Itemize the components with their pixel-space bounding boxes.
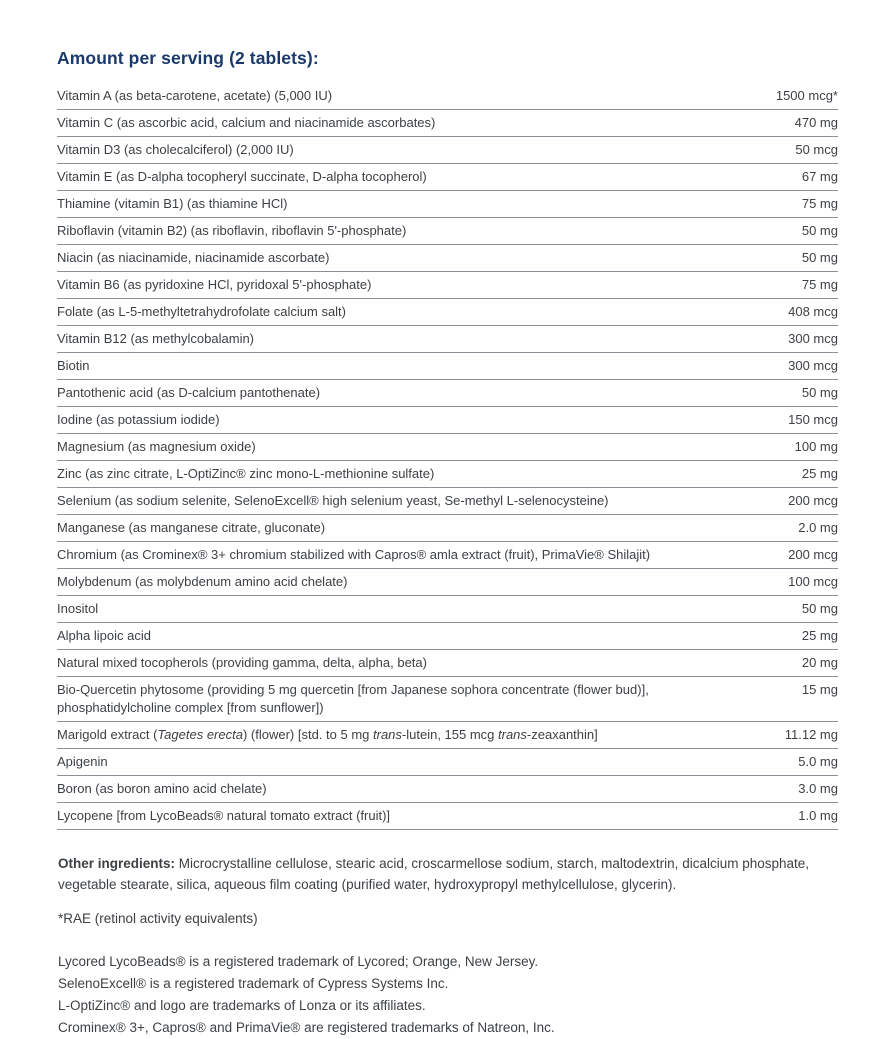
ingredient-name: Pantothenic acid (as D-calcium pantothenate) [57, 385, 321, 400]
table-row [57, 110, 838, 137]
ingredients-table [57, 83, 838, 830]
ingredient-amount: 150 mcg [788, 412, 838, 427]
ingredient-amount: 50 mg [801, 385, 838, 400]
table-row [57, 542, 838, 569]
table-row [57, 83, 838, 110]
trademark-line: L-OptiZinc® and logo are trademarks of Lonza or its affiliates. [58, 998, 426, 1013]
ingredient-name: Boron (as boron amino acid chelate) [57, 781, 267, 796]
table-row [57, 461, 838, 488]
ingredient-amount: 470 mg [794, 115, 838, 130]
ingredient-name: Alpha lipoic acid [57, 628, 151, 643]
table-row [57, 353, 838, 380]
ingredient-name: Biotin [57, 358, 90, 373]
table-row [57, 722, 838, 749]
ingredient-amount: 50 mcg [795, 142, 838, 157]
ingredient-amount: 1.0 mg [798, 808, 838, 823]
panel-title: Amount per serving (2 tablets): [57, 48, 319, 68]
ingredient-amount: 100 mg [794, 439, 838, 454]
table-row [57, 245, 838, 272]
ingredient-name: Chromium (as Crominex® 3+ chromium stabilized with Capros® amla extract (fruit), PrimaVie® Shilajit) [57, 547, 651, 562]
ingredient-amount: 5.0 mg [798, 754, 838, 769]
table-row [57, 677, 838, 722]
ingredient-name: Vitamin E (as D-alpha tocopheryl succinate, D-alpha tocopherol) [57, 169, 427, 184]
table-row [57, 569, 838, 596]
table-row [57, 407, 838, 434]
ingredient-amount: 50 mg [801, 601, 838, 616]
ingredient-name: Zinc (as zinc citrate, L-OptiZinc® zinc mono-L-methionine sulfate) [57, 466, 435, 481]
ingredient-name: Niacin (as niacinamide, niacinamide ascorbate) [57, 250, 330, 265]
ingredient-name: Vitamin A (as beta-carotene, acetate) (5,000 IU) [57, 88, 333, 103]
ingredient-amount: 11.12 mg [784, 727, 838, 742]
table-row [57, 326, 838, 353]
ingredient-amount: 300 mcg [788, 358, 838, 373]
trademark-line: Lycored LycoBeads® is a registered trademark of Lycored; Orange, New Jersey. [58, 954, 539, 969]
ingredient-amount: 1500 mcg* [775, 88, 838, 103]
other-ingredients-text: Microcrystalline cellulose, stearic acid, croscarmellose sodium, starch, maltodextrin, dicalcium phosphate, vegetable stearate, silica, aqueous film coating (purified water, hydroxypropyl methylcellulose, glycerin). [58, 856, 810, 892]
ingredient-name: Inositol [57, 601, 99, 616]
table-row [57, 488, 838, 515]
table-row [57, 272, 838, 299]
table-row [57, 596, 838, 623]
ingredient-name: Manganese (as manganese citrate, gluconate) [57, 520, 326, 535]
ingredient-name: Iodine (as potassium iodide) [57, 412, 220, 427]
ingredient-amount: 75 mg [801, 277, 838, 292]
ingredient-amount: 25 mg [801, 466, 838, 481]
ingredient-name: Lycopene [from LycoBeads® natural tomato extract (fruit)] [57, 808, 391, 823]
ingredient-amount: 67 mg [801, 169, 838, 184]
table-row [57, 776, 838, 803]
ingredient-name: Vitamin B12 (as methylcobalamin) [57, 331, 255, 346]
table-row [57, 164, 838, 191]
ingredient-name: Natural mixed tocopherols (providing gamma, delta, alpha, beta) [57, 655, 427, 670]
ingredient-name: Riboflavin (vitamin B2) (as riboflavin, riboflavin 5'-phosphate) [57, 223, 407, 238]
ingredient-amount: 2.0 mg [798, 520, 838, 535]
ingredient-amount: 75 mg [801, 196, 838, 211]
table-row [57, 191, 838, 218]
table-row [57, 803, 838, 830]
ingredient-amount: 20 mg [801, 655, 838, 670]
ingredient-name: Selenium (as sodium selenite, SelenoExcell® high selenium yeast, Se-methyl L-selenocysteine) [57, 493, 609, 508]
table-row [57, 434, 838, 461]
ingredient-amount: 200 mcg [788, 493, 838, 508]
ingredient-amount: 100 mcg [788, 574, 838, 589]
table-row [57, 137, 838, 164]
table-row [57, 749, 838, 776]
other-ingredients-note [58, 853, 818, 895]
table-row [57, 650, 838, 677]
ingredient-name: Apigenin [57, 754, 108, 769]
ingredient-name: Magnesium (as magnesium oxide) [57, 439, 256, 454]
table-row [57, 515, 838, 542]
ingredient-name: Vitamin C (as ascorbic acid, calcium and niacinamide ascorbates) [57, 115, 436, 130]
ingredient-amount: 50 mg [801, 250, 838, 265]
ingredient-amount: 15 mg [801, 682, 838, 697]
rae-note: *RAE (retinol activity equivalents) [58, 911, 258, 926]
trademark-notes [58, 951, 838, 1039]
ingredient-name: Folate (as L-5-methyltetrahydrofolate calcium salt) [57, 304, 347, 319]
ingredient-amount: 25 mg [801, 628, 838, 643]
table-row [57, 218, 838, 245]
ingredient-name: Vitamin D3 (as cholecalciferol) (2,000 IU) [57, 142, 294, 157]
ingredient-amount: 50 mg [801, 223, 838, 238]
ingredient-name: Thiamine (vitamin B1) (as thiamine HCl) [57, 196, 288, 211]
trademark-line: Crominex® 3+, Capros® and PrimaVie® are registered trademarks of Natreon, Inc. [58, 1020, 555, 1035]
ingredient-amount: 200 mcg [788, 547, 838, 562]
table-row [57, 299, 838, 326]
trademark-line: SelenoExcell® is a registered trademark of Cypress Systems Inc. [58, 976, 449, 991]
table-row [57, 623, 838, 650]
table-row [57, 380, 838, 407]
ingredient-amount: 408 mcg [788, 304, 838, 319]
ingredient-amount: 3.0 mg [798, 781, 838, 796]
other-ingredients-label: Other ingredients: [58, 856, 176, 871]
ingredient-name: Marigold extract (Tagetes erecta) (flower) [std. to 5 mg trans-lutein, 155 mcg trans-zeaxanthin] [57, 727, 598, 742]
ingredient-name: Vitamin B6 (as pyridoxine HCl, pyridoxal 5'-phosphate) [57, 277, 372, 292]
footer-notes [57, 853, 838, 1039]
ingredient-amount: 300 mcg [788, 331, 838, 346]
ingredient-name: Bio-Quercetin phytosome (providing 5 mg quercetin [from Japanese sophora concentrate (flower bud)], phosphatidylcholine complex [from sunflower]) [57, 682, 649, 715]
ingredient-name: Molybdenum (as molybdenum amino acid chelate) [57, 574, 348, 589]
